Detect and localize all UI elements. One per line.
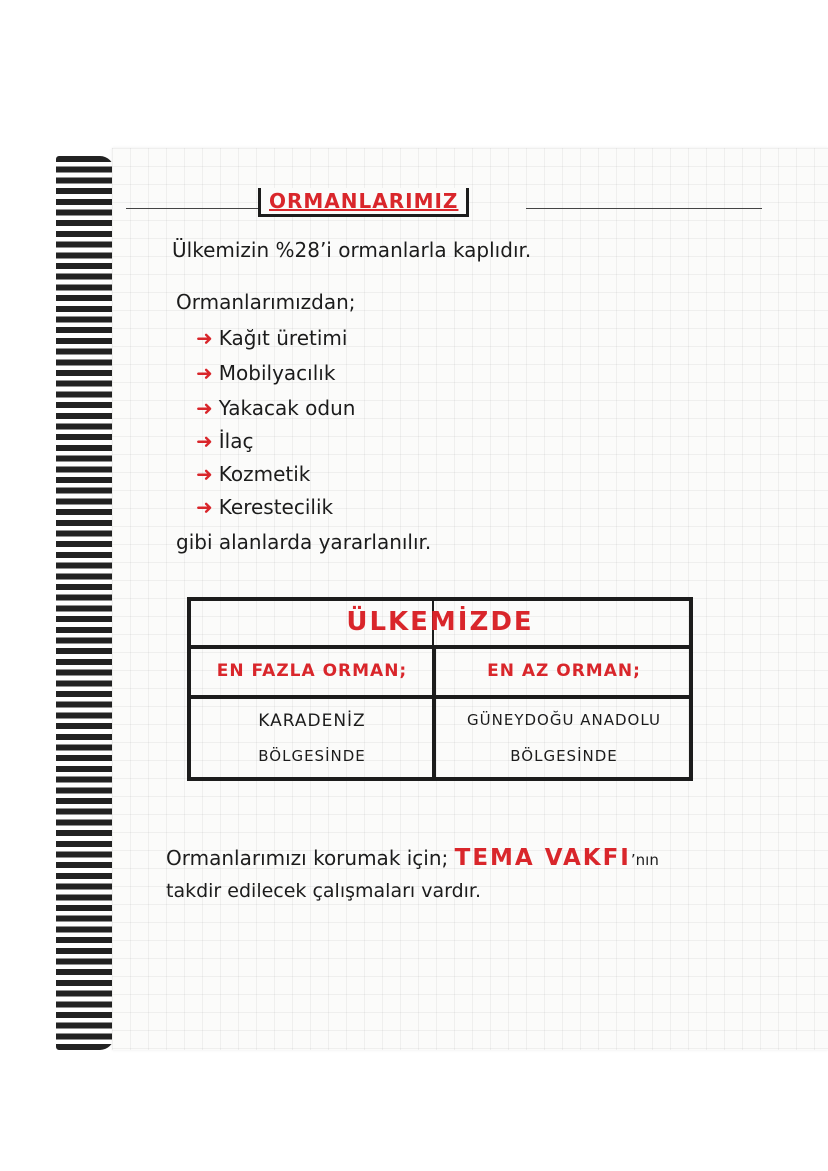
arrow-icon: ➜: [196, 495, 213, 519]
page-title: ORMANLARIMIZ: [258, 188, 469, 217]
most-forest-label: EN FAZLA ORMAN;: [216, 661, 408, 681]
closing-line-1: Ormanlarımızı korumak için; TEMA VAKFI’nın: [166, 845, 659, 871]
least-forest-region: GÜNEYDOĞU ANADOLU: [467, 711, 661, 729]
title-rule-left: [126, 208, 258, 209]
list-item: ➜ Kozmetik: [196, 462, 311, 486]
list-item: ➜ İlaç: [196, 429, 254, 453]
list-heading: Ormanlarımızdan;: [176, 290, 356, 314]
list-item: ➜ Mobilyacılık: [196, 361, 336, 385]
arrow-icon: ➜: [196, 396, 213, 420]
most-forest-region-suffix: BÖLGESİNDE: [258, 747, 366, 765]
list-item: ➜ Kerestecilik: [196, 495, 334, 519]
list-footer: gibi alanlarda yararlanılır.: [176, 530, 432, 554]
intro-text: Ülkemizin %28’i ormanlarla kaplıdır.: [172, 238, 532, 262]
list-item: ➜ Kağıt üretimi: [196, 326, 348, 350]
least-forest-region-suffix: BÖLGESİNDE: [510, 747, 618, 765]
least-forest-label: EN AZ ORMAN;: [487, 661, 641, 681]
arrow-icon: ➜: [196, 429, 213, 453]
table-header: ÜLKEMİZDE: [346, 607, 534, 637]
table-divider: [432, 649, 436, 777]
table-divider: [191, 645, 689, 649]
spiral-binding: [56, 156, 114, 1050]
list-item: ➜ Yakacak odun: [196, 396, 356, 420]
forest-table: [187, 597, 693, 781]
most-forest-region: KARADENİZ: [258, 711, 366, 731]
tema-vakfi-highlight: TEMA VAKFI: [454, 845, 631, 871]
arrow-icon: ➜: [196, 462, 213, 486]
arrow-icon: ➜: [196, 326, 213, 350]
arrow-icon: ➜: [196, 361, 213, 385]
table-divider: [191, 695, 689, 699]
title-rule-right: [526, 208, 762, 209]
closing-line-2: takdir edilecek çalışmaları vardır.: [166, 880, 482, 902]
